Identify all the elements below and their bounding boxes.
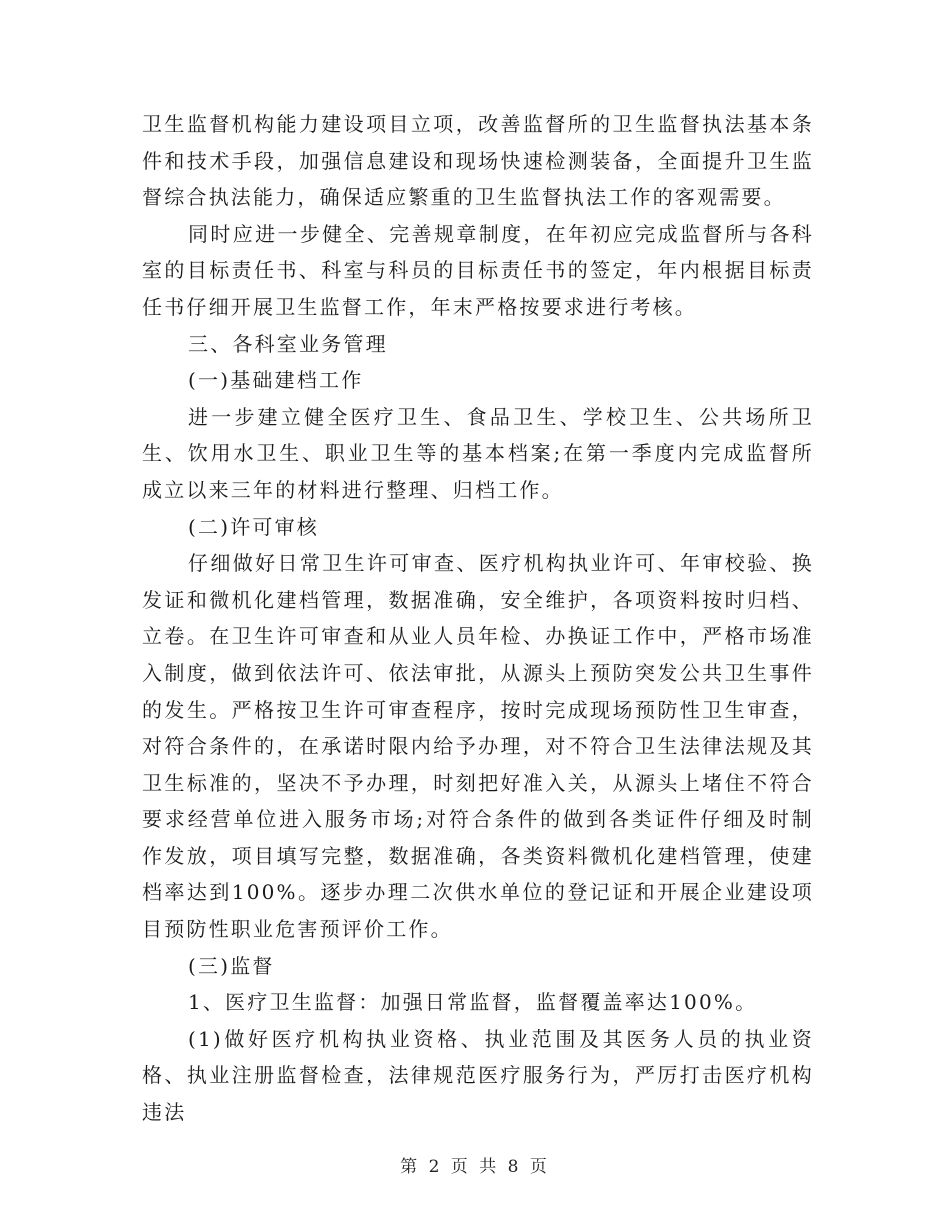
paragraph-1: 卫生监督机构能力建设项目立项，改善监督所的卫生监督执法基本条件和技术手段，加强信息建设和现场快速检测装备，全面提升卫生监督综合执法能力，确保适应繁重的卫生监督执法工作的客观需要。 (142, 112, 814, 210)
subsection-heading-3: (三)监督 (188, 953, 275, 978)
subsection-heading-1: (一)基础建档工作 (188, 368, 364, 393)
paragraph-archiving: 进一步建立健全医疗卫生、食品卫生、学校卫生、公共场所卫生、饮用水卫生、职业卫生等的基本档案;在第一季度内完成监督所成立以来三年的材料进行整理、归档工作。 (142, 404, 814, 502)
paragraph-licensing: 仔细做好日常卫生许可审查、医疗机构执业许可、年审校验、换发证和微机化建档管理，数据准确，安全维护，各项资料按时归档、立卷。在卫生许可审查和从业人员年检、办换证工作中，严格市场准入制度，做到依法许可、依法审批，从源头上预防突发公共卫生事件的发生。严格按卫生许可审查程序，按时完成现场预防性卫生审查，对符合条件的，在承诺时限内给予办理，对不符合卫生法律法规及其卫生标准的，坚决不予办理，时刻把好准入关，从源头上堵住不符合要求经营单位进入服务市场;对符合条件的做到各类证件仔细及时制作发放，项目填写完整，数据准确，各类资料微机化建档管理，使建档率达到100%。逐步办理二次供水单位的登记证和开展企业建设项目预防性职业危害预评价工作。 (142, 551, 814, 942)
paragraph-2: 同时应进一步健全、完善规章制度，在年初应完成监督所与各科室的目标责任书、科室与科员的目标责任书的签定，年内根据目标责任书仔细开展卫生监督工作，年末严格按要求进行考核。 (142, 221, 814, 319)
paragraph-medical-item-1: (1)做好医疗机构执业资格、执业范围及其医务人员的执业资格、执业注册监督检查，法律规范医疗服务行为，严厉打击医疗机构违法 (142, 1026, 814, 1125)
section-heading-3: 三、各科室业务管理 (188, 331, 388, 356)
page-number-footer: 第 2 页 共 8 页 (400, 1157, 550, 1177)
document-body (142, 106, 814, 1131)
subsection-heading-2: (二)许可审核 (188, 514, 320, 539)
paragraph-medical-supervision: 1、医疗卫生监督：加强日常监督，监督覆盖率达100%。 (188, 990, 758, 1015)
